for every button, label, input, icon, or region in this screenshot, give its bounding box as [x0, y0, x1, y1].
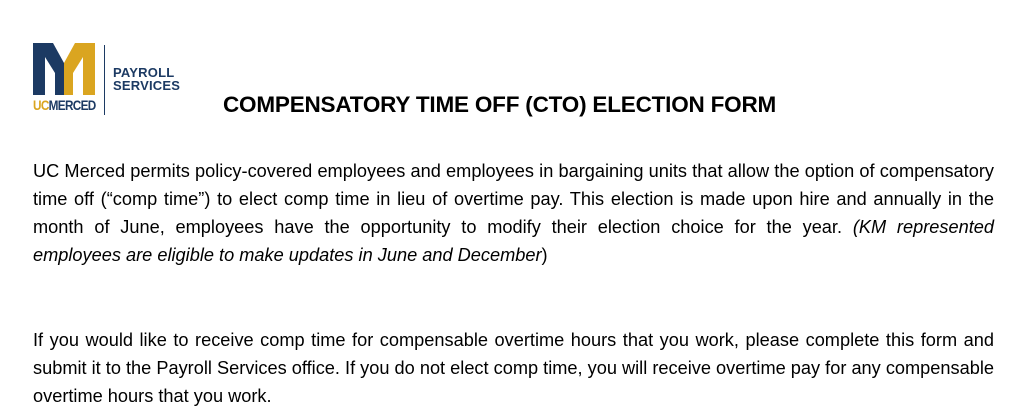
- logo-wordmark: [33, 97, 96, 113]
- km-note: KM represented employees are eligible to make updates in June and December: [33, 217, 994, 265]
- department-name: [113, 66, 180, 92]
- intro-paragraph-text: UC Merced permits policy-covered employees and employees in bargaining units that allow the option of compensatory time off (“comp time”) to elect comp time in lieu of overtime pay. This election is made upon hire and annually in the month of June, employees have the opportunity to modify their election choice for the year.: [33, 161, 994, 237]
- department-line-2: SERVICES: [113, 78, 181, 93]
- note-open-paren: (: [852, 217, 859, 237]
- logo-wordmark-merced: MERCED: [48, 97, 96, 113]
- logo-wordmark-uc: UC: [33, 97, 49, 113]
- logo-divider: [104, 45, 105, 115]
- intro-paragraph: [33, 157, 994, 269]
- instructions-paragraph: If you would like to receive comp time for compensable overtime hours that you work, please complete this form and submit it to the Payroll Services office. If you do not elect comp time, you will receive overtime pay for any compensable overtime hours that you work.: [33, 330, 995, 406]
- note-close-paren: ): [541, 245, 548, 265]
- form-title: COMPENSATORY TIME OFF (CTO) ELECTION FORM: [223, 92, 777, 117]
- department-line-1: PAYROLL: [113, 65, 175, 80]
- uc-merced-logo: [33, 43, 193, 117]
- uc-merced-m-icon: [33, 43, 95, 95]
